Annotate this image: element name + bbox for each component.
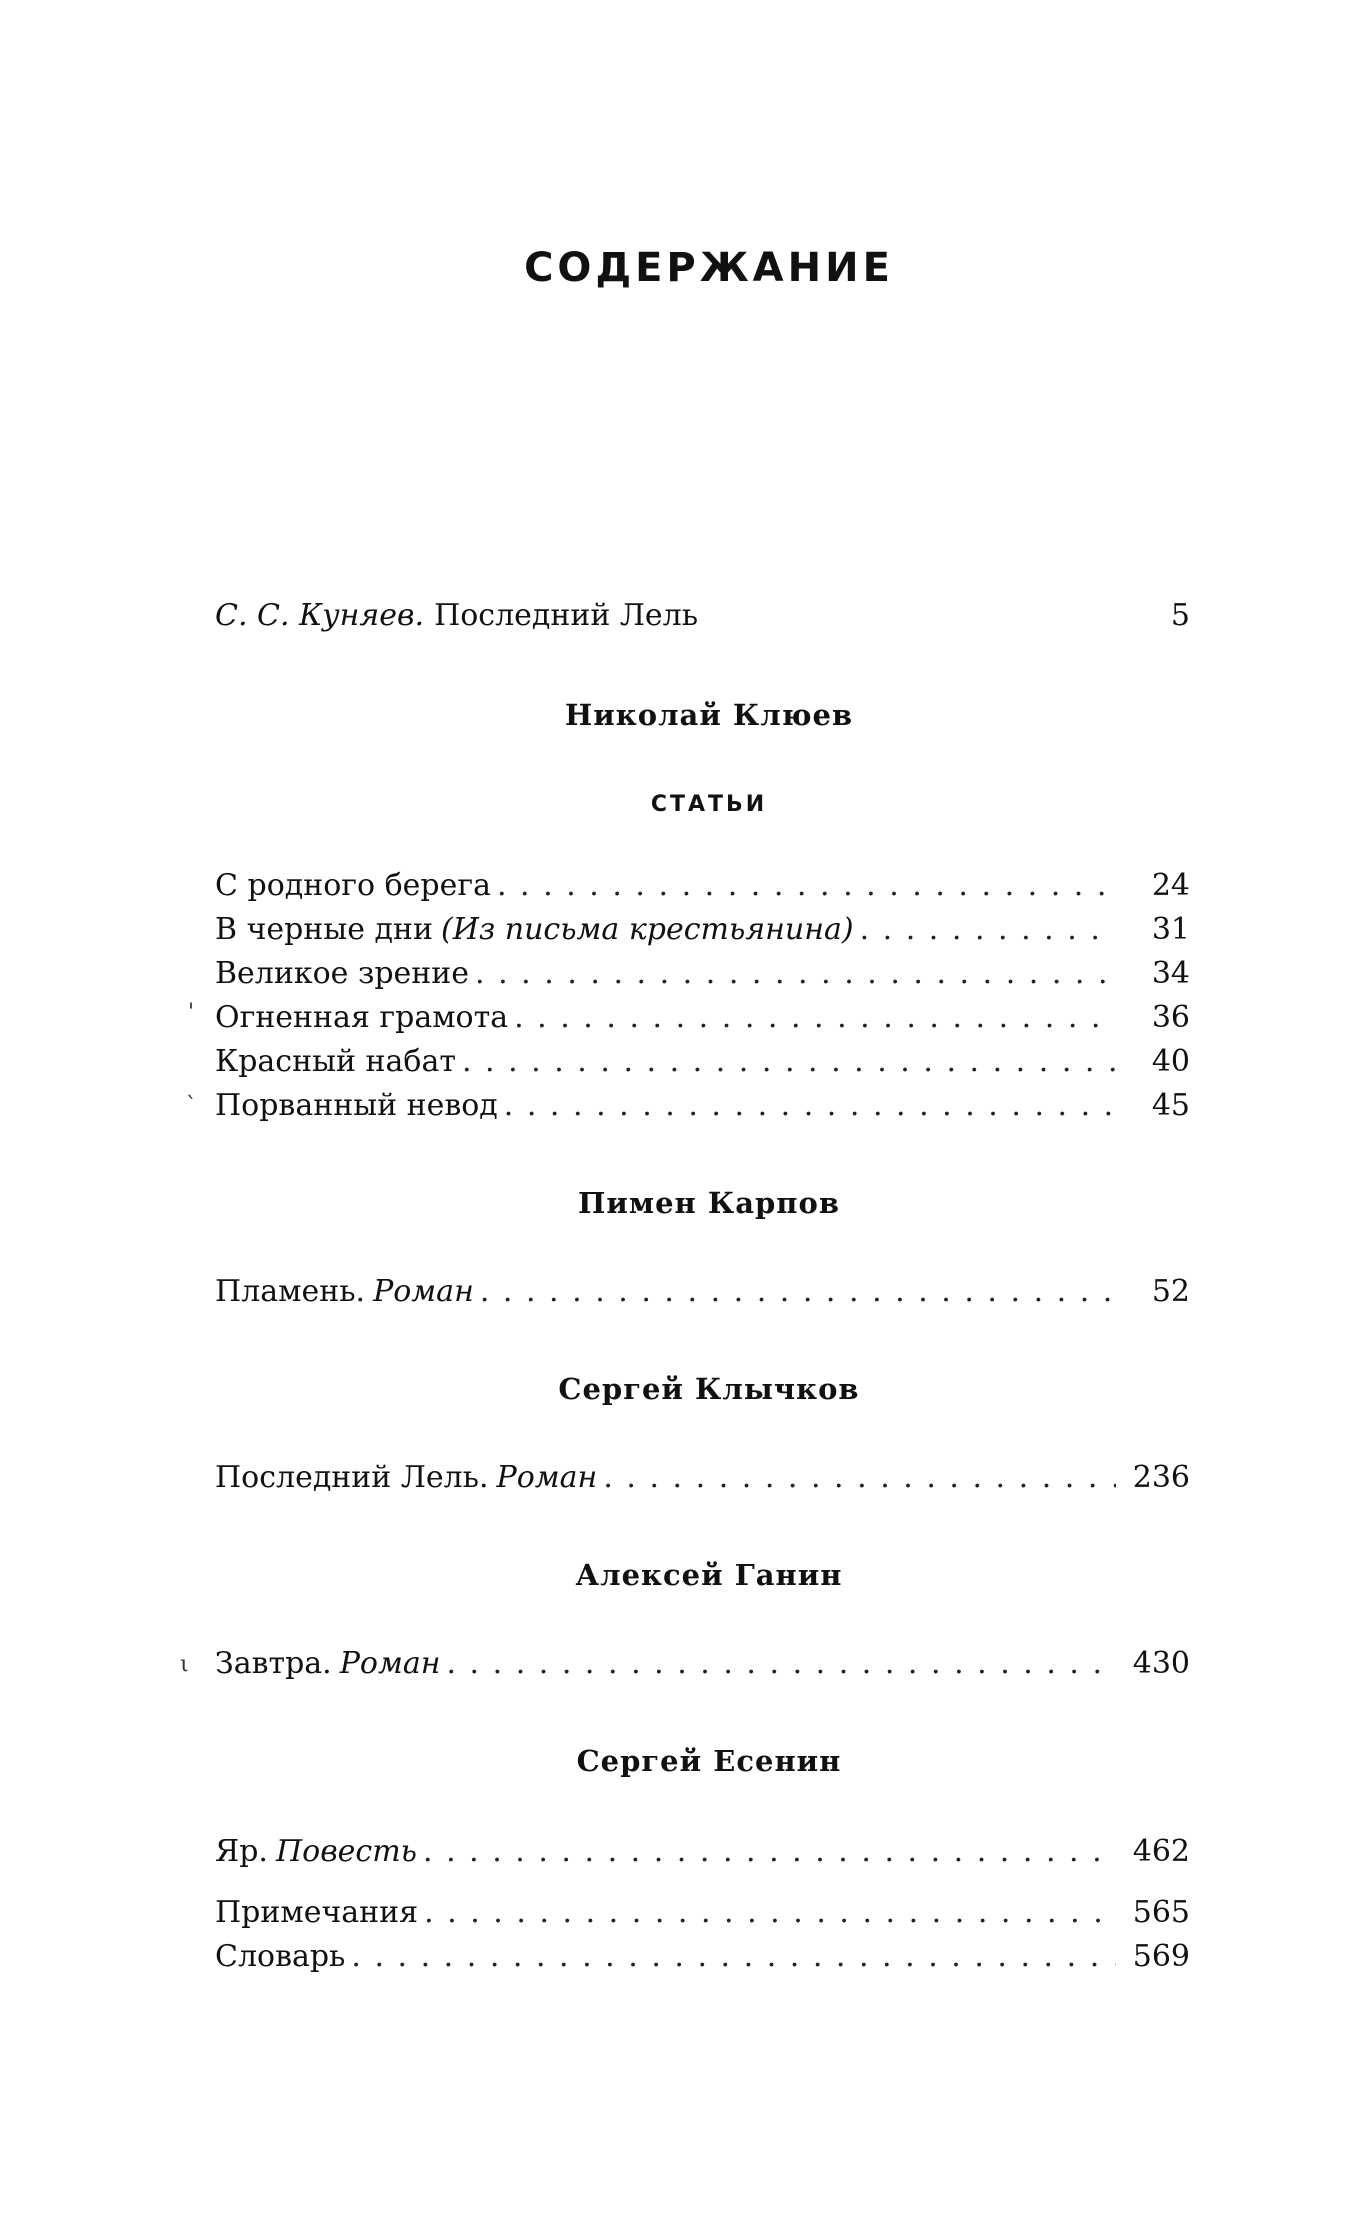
scan-mark: ι xyxy=(180,1652,189,1677)
toc-entry[interactable] xyxy=(215,1460,1190,1496)
dot-leader xyxy=(446,1646,1116,1682)
entry-title: В черные дни xyxy=(215,912,433,947)
dot-leader xyxy=(462,1044,1116,1080)
page-number: 52 xyxy=(1151,1274,1190,1309)
dot-leader xyxy=(603,1460,1116,1496)
entry-title: Великое зрение xyxy=(215,956,470,991)
page-number: 236 xyxy=(1132,1460,1190,1495)
entry-subtitle: (Из письма крестьянина) xyxy=(441,912,854,947)
page-number: 569 xyxy=(1132,1939,1190,1974)
intro-author: С. С. Куняев. xyxy=(215,598,425,633)
page-number: 31 xyxy=(1151,912,1190,947)
toc-entry-intro[interactable] xyxy=(215,598,1190,634)
entry-subtitle: Повесть xyxy=(275,1834,417,1869)
section-author-heading: Сергей Есенин xyxy=(576,1744,842,1778)
toc-entry[interactable] xyxy=(215,868,1190,904)
section-author-heading: Алексей Ганин xyxy=(575,1558,843,1592)
dot-leader xyxy=(423,1834,1116,1870)
dot-leader xyxy=(480,1274,1116,1310)
scan-mark: ` xyxy=(186,1094,197,1119)
toc-entry-notes[interactable] xyxy=(215,1895,1190,1931)
dot-leader xyxy=(514,1000,1116,1036)
entry-title: Пламень. xyxy=(215,1274,366,1309)
entry-title: Огненная грамота xyxy=(215,1000,509,1035)
page-number: 34 xyxy=(1151,956,1190,991)
intro-work: Последний Лель xyxy=(434,598,699,633)
scan-mark: ' xyxy=(188,1000,195,1025)
entry-title: Красный набат xyxy=(215,1044,456,1079)
section-author-heading: Николай Клюев xyxy=(564,698,854,732)
toc-entry[interactable] xyxy=(215,912,1190,948)
toc-entry[interactable] xyxy=(215,1834,1190,1870)
page-title: СОДЕРЖАНИЕ xyxy=(524,245,894,291)
toc-entry[interactable] xyxy=(215,1000,1190,1036)
toc-entry[interactable] xyxy=(215,1088,1190,1124)
entry-subtitle: Роман xyxy=(373,1274,474,1309)
page-number: 5 xyxy=(1170,598,1190,633)
entry-title: Завтра. xyxy=(215,1646,332,1681)
dot-leader xyxy=(860,912,1116,948)
toc-entry[interactable] xyxy=(215,1274,1190,1310)
dot-leader xyxy=(351,1939,1116,1975)
page-number: 462 xyxy=(1132,1834,1190,1869)
dot-leader xyxy=(424,1895,1116,1931)
entry-title: Яр. xyxy=(215,1834,268,1869)
page-number: 565 xyxy=(1132,1895,1190,1930)
page-number: 36 xyxy=(1151,1000,1190,1035)
section-author-heading: Пимен Карпов xyxy=(577,1186,841,1220)
entry-title: С родного берега xyxy=(215,868,491,903)
toc-entry[interactable] xyxy=(215,956,1190,992)
toc-entry[interactable] xyxy=(215,1044,1190,1080)
entry-subtitle: Роман xyxy=(339,1646,441,1681)
page-number: 430 xyxy=(1132,1646,1190,1681)
section-author-heading: Сергей Клычков xyxy=(558,1372,860,1406)
entry-subtitle: Роман xyxy=(496,1460,598,1495)
entry-title: Примечания xyxy=(215,1895,419,1930)
entry-title: Последний Лель. xyxy=(215,1460,489,1495)
page-number: 24 xyxy=(1151,868,1190,903)
dot-leader xyxy=(497,868,1116,904)
toc-entry-glossary[interactable] xyxy=(215,1939,1190,1975)
entry-title: Порванный невод xyxy=(215,1088,498,1123)
page-number: 45 xyxy=(1151,1088,1190,1123)
entry-title: Словарь xyxy=(215,1939,346,1974)
dot-leader xyxy=(504,1088,1116,1124)
dot-leader xyxy=(475,956,1116,992)
page-number: 40 xyxy=(1151,1044,1190,1079)
section-subheading: СТАТЬИ xyxy=(650,792,768,817)
toc-entry[interactable] xyxy=(215,1646,1190,1682)
